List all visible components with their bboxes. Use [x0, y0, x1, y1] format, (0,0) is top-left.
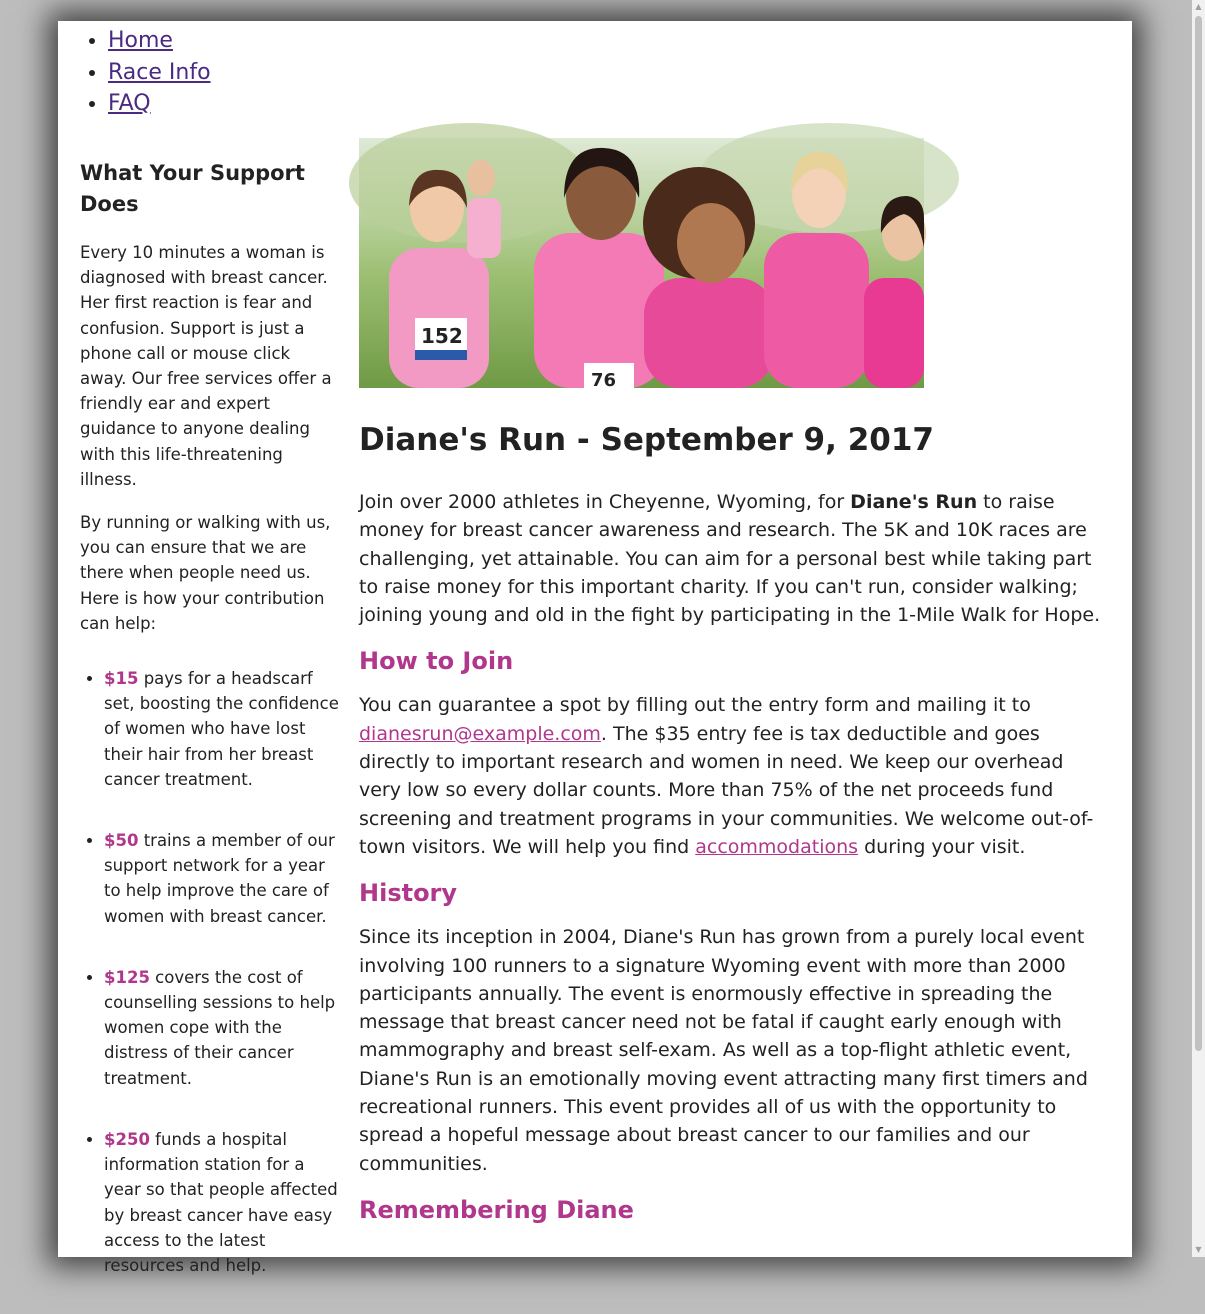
remembering-heading: Remembering Diane: [359, 1195, 634, 1224]
intro-text-end: to raise money for breast cancer awareness and research. The 5K and 10K races are challenging, yet attainable. You can aim for a personal best while taking part to raise money for this important charity. If you can't run, consider walking; joining young and old in the fight by participating in the 1-Mile Walk for Hope.: [359, 491, 1101, 627]
contribution-amount: $50: [104, 831, 139, 851]
contribution-item: [104, 828, 340, 929]
scroll-down-arrow-icon[interactable]: ▼: [1195, 1245, 1202, 1254]
hero-runner-head: [677, 203, 745, 283]
vertical-scrollbar[interactable]: [1192, 0, 1205, 1257]
nav-link-race-info[interactable]: Race Info: [108, 59, 211, 85]
accommodations-link[interactable]: accommodations: [695, 835, 859, 858]
join-text-middle: . The $35 entry fee is tax deductible and goes directly to important research and women in need. We keep our overhead very low so every dollar counts. More than 75% of the net proceeds fund screening and treatment programs in your communities. We welcome out-of-town visitors. We will help you find: [359, 722, 1094, 858]
join-text-end: during your visit.: [858, 835, 1026, 858]
contribution-item: [104, 1127, 340, 1278]
nav-link-faq[interactable]: FAQ: [108, 91, 151, 116]
email-link[interactable]: dianesrun@example.com: [359, 722, 601, 745]
history-paragraph: Since its inception in 2004, Diane's Run has grown from a purely local event involving 100 runners to a signature Wyoming event with more than 2000 participants annually. The event is enormously effective in spreading the message that breast cancer need not be fatal if caught early enough with mammography and breast self-exam. As well as a top-flight athletic event, Diane's Run is an emotionally moving event attracting many first timers and recreational runners. This event provides all of us with the opportunity to spread a hopeful message about breast cancer to our families and our communities.: [359, 926, 1088, 1175]
how-to-join-paragraph: [359, 691, 1111, 861]
sidebar-heading: What Your Support Does: [80, 161, 305, 216]
nav-item-home: [108, 25, 211, 57]
sidebar-paragraph-2: By running or walking with us, you can ensure that we are there when people need us. Here is how your contribution can help:: [80, 513, 331, 633]
hero-runner-shirt: [644, 278, 774, 388]
scroll-up-arrow-icon[interactable]: ▲: [1195, 2, 1202, 11]
hero-runner-shirt: [864, 278, 924, 388]
hero-runner-shirt: [764, 233, 869, 388]
join-text-start: You can guarantee a spot by filling out the entry form and mailing it to: [359, 694, 1031, 717]
contribution-text: trains a member of our support network for a year to help improve the care of women with breast cancer.: [104, 831, 335, 926]
nav-item-race-info: [108, 57, 211, 89]
hero-runner-bib-number: 152: [421, 324, 463, 348]
contribution-item: [104, 965, 340, 1091]
contribution-text: covers the cost of counselling sessions to help women cope with the distress of their cancer treatment.: [104, 967, 336, 1088]
scrollbar-thumb[interactable]: [1195, 16, 1202, 1051]
intro-text-start: Join over 2000 athletes in Cheyenne, Wyoming, for: [359, 491, 851, 513]
hero-runner-shirt: [467, 198, 501, 258]
page: [58, 21, 1132, 1275]
main-content: [359, 138, 1111, 1240]
how-to-join-heading: How to Join: [359, 647, 514, 676]
intro-event-name: Diane's Run: [850, 491, 978, 513]
page-title: Diane's Run - September 9, 2017: [359, 422, 934, 458]
hero-runner-head: [467, 160, 495, 196]
sidebar-paragraph-1: Every 10 minutes a woman is diagnosed with breast cancer. Her first reaction is fear and confusion. Support is just a phone call or mouse click away. Our free services offer a friendly ear and expert guidance to anyone dealing with this life-threatening illness.: [80, 243, 332, 489]
contribution-list: [80, 666, 340, 1278]
nav-item-faq: [108, 88, 211, 120]
contribution-amount: $15: [104, 669, 139, 689]
contribution-amount: $250: [104, 1129, 150, 1149]
main-nav: [108, 25, 211, 120]
contribution-text: funds a hospital information station for a year so that people affected by breast cancer have easy access to the latest resources and help.: [104, 1129, 338, 1275]
intro-paragraph: [359, 488, 1111, 629]
contribution-amount: $125: [104, 967, 150, 987]
contribution-text: pays for a headscarf set, boosting the confidence of women who have lost their hair from her breast cancer treatment.: [104, 669, 339, 789]
sidebar: [80, 158, 340, 1314]
hero-image-runners: [359, 138, 924, 391]
hero-runner-bib-number: 76: [591, 370, 617, 391]
nav-link-home[interactable]: Home: [108, 28, 173, 53]
history-heading: History: [359, 879, 458, 908]
hero-runner-bib-stripe: [415, 350, 467, 360]
contribution-item: [104, 666, 340, 792]
